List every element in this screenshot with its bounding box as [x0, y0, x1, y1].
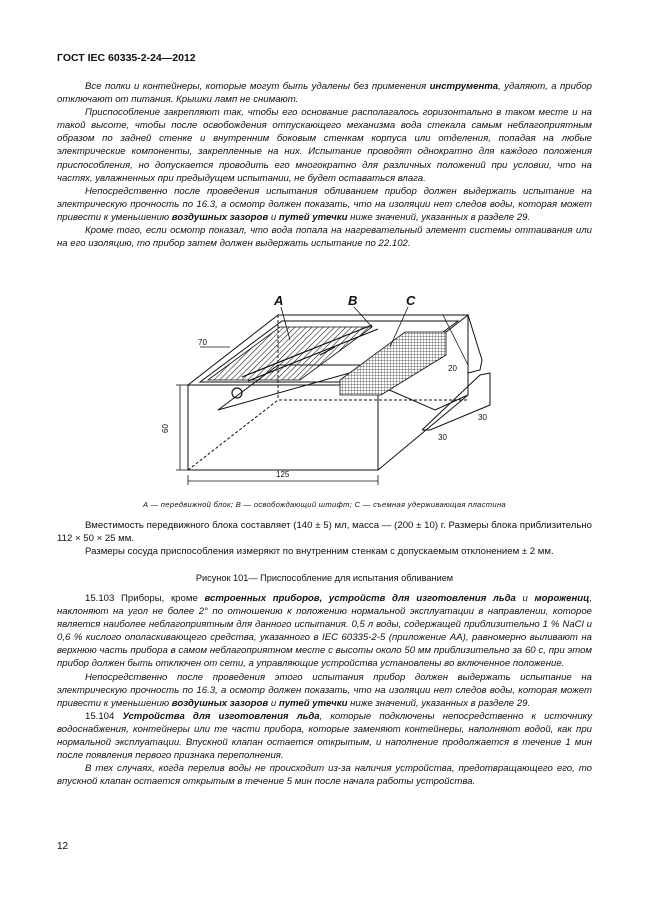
- text-block-bottom: [57, 592, 592, 788]
- label-b: B: [348, 293, 358, 308]
- note-2: Размеры сосуда приспособления измеряют по внутренним стенкам с допускаемым отклонением ± 2 мм.: [85, 546, 554, 558]
- figure-101-drawing: [150, 285, 510, 485]
- page-number: 12: [57, 841, 69, 852]
- dim-125: 125: [276, 470, 290, 479]
- label-c: C: [406, 293, 416, 308]
- figure-caption: Рисунок 101— Приспособление для испытания обливанием: [195, 573, 454, 583]
- figure-notes: [57, 519, 592, 558]
- paragraph-3: Непосредственно после проведения испытания обливанием прибор должен выдержать испытание на электрическую прочность по 16.3, а осмотр должен показать, что на изоляции нет следов воды, которая может привести к уменьшению воздушных зазоров и путей утечки ниже значений, указанных в разделе 29.: [57, 185, 592, 223]
- dim-60: 60: [161, 424, 170, 433]
- paragraph-1: Все полки и контейнеры, которые могут быть удалены без применения инструмента, удаляют, а прибор отключают от питания. Крышки ламп не снимают.: [57, 81, 592, 106]
- paragraph-15-104: 15.104 Устройства для изготовления льда, которые подключены непосредственно к источнику водоснабжения, контейнеры или те части прибора, которые заменяют контейнеры, наполняют водой, как при нормальной эксплуатации. Впускной клапан остается открытым, и наполнение продолжается в течение 1 мин после появления первого признака переполнения.: [57, 710, 592, 762]
- block-c-grid: [340, 332, 446, 395]
- paragraph-6: Непосредственно после проведения этого испытания прибор должен выдержать испытание на электрическую прочность по 16.3, а осмотр должен показать, что на изоляции нет следов воды, которая может привести к уменьшению воздушных зазоров и путей утечки ниже значений, указанных в разделе 29.: [57, 671, 592, 709]
- paragraph-2: Приспособление закрепляют так, чтобы его основание располагалось горизонтально в таком месте и на такой высоте, чтобы после освобождения отпускающего механизма вода стекала самым неблагоприятным образом по задней стенке и внутренним боковым стенкам корпуса или отделения, попадая на любые электрические компоненты, закрепленные на них. Испытание проводят однократно для каждого положения приспособления, но допускается проводить его многократно для различных положений при условии, что на частях, увлажненных при предыдущем испытании, не будет оставаться влага.: [57, 107, 592, 184]
- document-header: ГОСТ IEC 60335-2-24—2012: [57, 52, 196, 64]
- dim-30-horizontal: 30: [438, 433, 447, 442]
- dim-70: 70: [198, 338, 207, 347]
- paragraph-8: В тех случаях, когда перелив воды не происходит из-за наличия устройства, предотвращающего его, то впускной клапан остается открытым в течение 5 мин после начала работы устройства.: [57, 763, 592, 788]
- text-block-top: [57, 80, 592, 250]
- label-a: A: [274, 293, 284, 308]
- paragraph-15-103: 15.103 Приборы, кроме встроенных приборов, устройств для изготовления льда и морожениц, наклоняют на угол не более 2° по отношению к положению нормальной эксплуатации в направлении, которое является наиболее неблагоприятным для данного испытания. 0,5 л воды, содержащей приблизительно 1 % NaCl и 0,6 % кислого ополаскивающего средства, указанного в IEC 60335-2-5 (приложение АА), равномерно выливают на верхнюю часть прибора в самом неблагоприятном месте с высоты около 50 мм приблизительно за 60 с, при этом прибор должен быть отключен от сети, а управляющие устройства установлены во включенное положение.: [57, 593, 592, 670]
- paragraph-4: Кроме того, если осмотр показал, что вода попала на нагревательный элемент системы оттаивания или на его изоляцию, то прибор затем должен выдержать испытание по 22.102.: [57, 225, 592, 250]
- dim-30-vertical: 30: [478, 413, 487, 422]
- note-1: Вместимость передвижного блока составляет (140 ± 5) мл, масса — (200 ± 10) г. Размеры блока приблизительно 112 × 50 × 25 мм.: [57, 520, 592, 545]
- dim-20: 20: [448, 364, 457, 373]
- figure-legend: A — передвижной блок; B — освобождающий штифт; C — съемная удерживающая пластина: [143, 500, 506, 509]
